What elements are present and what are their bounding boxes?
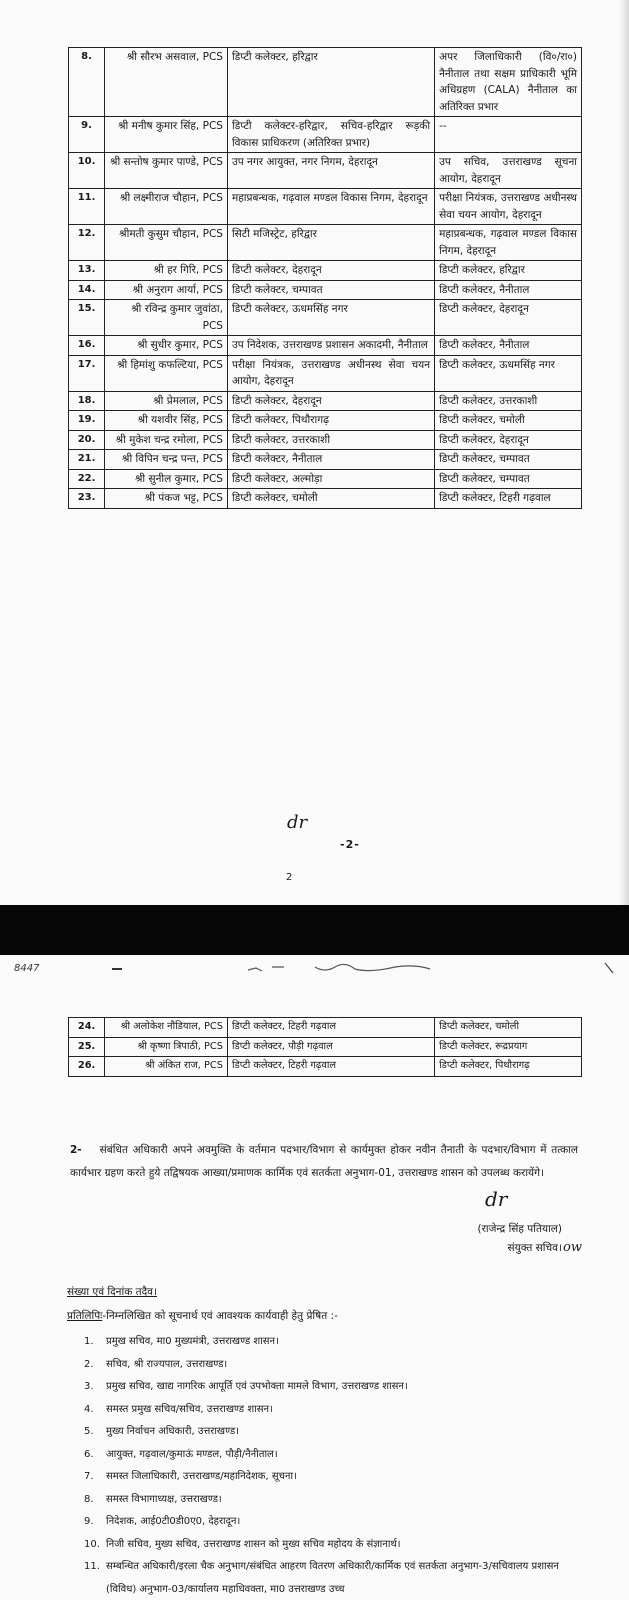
instruction-paragraph — [70, 1139, 578, 1185]
new-posting-cell: डिप्टी कलेक्टर, उत्तरकाशी — [435, 391, 582, 411]
serial-number-cell: 21. — [69, 450, 105, 470]
serial-number-cell: 18. — [69, 391, 105, 411]
officer-name-cell: श्री अंकित राज, PCS — [105, 1057, 228, 1077]
officer-name-cell: श्री विपिन चन्द्र पन्त, PCS — [105, 450, 228, 470]
new-posting-cell: डिप्टी कलेक्टर, चमोली — [435, 1018, 582, 1038]
current-posting-cell: उप निदेशक, उत्तराखण्ड प्रशासन अकादमी, नैनीताल — [227, 336, 434, 356]
current-posting-cell: महाप्रबन्धक, गढ़वाल मण्डल विकास निगम, देहरादून — [227, 189, 434, 225]
table-row — [69, 1037, 582, 1057]
copy-to-text: -निम्नलिखित को सूचनार्थ एवं आवश्यक कार्यवाही हेतु प्रेषित :- — [102, 1310, 338, 1322]
list-item — [84, 1331, 582, 1354]
current-posting-cell: डिप्टी कलेक्टर, टिहरी गढ़वाल — [227, 1057, 434, 1077]
current-posting-cell: डिप्टी कलेक्टर, पौड़ी गढ़वाल — [227, 1037, 434, 1057]
serial-number-cell: 24. — [69, 1018, 105, 1038]
new-posting-cell: डिप्टी कलेक्टर, रूद्रप्रयाग — [435, 1037, 582, 1057]
list-item — [84, 1466, 582, 1489]
table-row — [69, 355, 582, 391]
current-posting-cell: डिप्टी कलेक्टर, हरिद्वार — [227, 48, 434, 117]
officer-name-cell: श्री सन्तोष कुमार पाण्डे, PCS — [105, 153, 228, 189]
list-item — [84, 1534, 582, 1557]
table-row — [69, 117, 582, 153]
new-posting-cell: महाप्रबन्धक, गढ़वाल मण्डल विकास निगम, देहरादून — [435, 225, 582, 261]
document-page-2 — [0, 955, 629, 1600]
reference-line: संख्या एवं दिनांक तदैव। — [67, 1286, 157, 1298]
table-row — [69, 153, 582, 189]
list-item — [84, 1444, 582, 1467]
current-posting-cell: डिप्टी कलेक्टर, चम्पावत — [227, 280, 434, 300]
new-posting-cell: डिप्टी कलेक्टर, हरिद्वार — [435, 261, 582, 281]
table-row — [69, 450, 582, 470]
officer-name-cell: श्री मुकेश चन्द्र रमोला, PCS — [105, 430, 228, 450]
new-posting-cell: उप सचिव, उत्तराखण्ड सूचना आयोग, देहरादून — [435, 153, 582, 189]
serial-number-cell: 16. — [69, 336, 105, 356]
serial-number-cell: 11. — [69, 189, 105, 225]
page-number: 2 — [286, 872, 293, 883]
new-posting-cell: डिप्टी कलेक्टर, टिहरी गढ़वाल — [435, 489, 582, 509]
table-row — [69, 489, 582, 509]
transfer-table-page-1 — [68, 47, 582, 509]
officer-name-cell: श्री पंकज भट्ट, PCS — [105, 489, 228, 509]
table-row — [69, 391, 582, 411]
serial-number-cell: 8. — [69, 48, 105, 117]
new-posting-cell: -- — [435, 117, 582, 153]
serial-number-cell: 14. — [69, 280, 105, 300]
list-item-number: 5. — [84, 1426, 94, 1437]
new-posting-cell: डिप्टी कलेक्टर, नैनीताल — [435, 280, 582, 300]
current-posting-cell: डिप्टी कलेक्टर, देहरादून — [227, 261, 434, 281]
officer-name-cell: श्री लक्ष्मीराज चौहान, PCS — [105, 189, 228, 225]
serial-number-cell: 20. — [69, 430, 105, 450]
signatory-block — [432, 1220, 562, 1258]
list-item-number: 11. — [84, 1561, 100, 1572]
list-item — [84, 1511, 582, 1534]
list-item-text: समस्त प्रमुख सचिव/सचिव, उत्तराखण्ड शासन। — [106, 1403, 273, 1415]
signatory-initial: ow — [563, 1240, 582, 1255]
handwritten-number: 8447 — [14, 963, 40, 974]
table-row — [69, 300, 582, 336]
current-posting-cell: डिप्टी कलेक्टर, पिथौरागढ़ — [227, 411, 434, 431]
officer-name-cell: श्रीमती कुसुम चौहान, PCS — [105, 225, 228, 261]
list-item-number: 9. — [84, 1516, 94, 1527]
officer-name-cell: श्री यशवीर सिंह, PCS — [105, 411, 228, 431]
new-posting-cell: परीक्षा नियंत्रक, उत्तराखण्ड अधीनस्थ सेवा चयन आयोग, देहरादून — [435, 189, 582, 225]
officer-name-cell: श्री मनीष कुमार सिंह, PCS — [105, 117, 228, 153]
table-row — [69, 189, 582, 225]
serial-number-cell: 22. — [69, 469, 105, 489]
officer-name-cell: श्री सुनील कुमार, PCS — [105, 469, 228, 489]
serial-number-cell: 13. — [69, 261, 105, 281]
list-item-text: सचिव, श्री राज्यपाल, उत्तराखण्ड। — [106, 1358, 228, 1370]
new-posting-cell: अपर जिलाधिकारी (वि०/रा०) नैनीताल तथा सक्षम प्राधिकारी भूमि अधिग्रहण (CALA) नैनीताल का अतिरिक्त प्रभार — [435, 48, 582, 117]
table-row — [69, 280, 582, 300]
paragraph-number: 2- — [70, 1144, 82, 1156]
list-item — [84, 1354, 582, 1377]
officer-name-cell: श्री अनुराग आर्या, PCS — [105, 280, 228, 300]
current-posting-cell: डिप्टी कलेक्टर-हरिद्वार, सचिव-हरिद्वार रूड़की विकास प्राधिकरण (अतिरिक्त प्रभार) — [227, 117, 434, 153]
list-item — [84, 1376, 582, 1399]
list-item — [84, 1421, 582, 1444]
copy-recipient-list — [84, 1331, 582, 1600]
table-row — [69, 1057, 582, 1077]
new-posting-cell: डिप्टी कलेक्टर, ऊधमसिंह नगर — [435, 355, 582, 391]
table-row — [69, 48, 582, 117]
serial-number-cell: 15. — [69, 300, 105, 336]
list-item-text: आयुक्त, गढ़वाल/कुमाऊं मण्डल, पौड़ी/नैनीताल। — [106, 1448, 278, 1460]
table-row — [69, 225, 582, 261]
serial-number-cell: 17. — [69, 355, 105, 391]
page-marker: -2- — [340, 838, 360, 851]
serial-number-cell: 26. — [69, 1057, 105, 1077]
officer-name-cell: श्री रविन्द्र कुमार जुवांठा, PCS — [105, 300, 228, 336]
copy-to-label: प्रतिलिपिः — [67, 1310, 103, 1322]
header-scribble-marks — [100, 961, 620, 977]
current-posting-cell: परीक्षा नियंत्रक, उत्तराखण्ड अधीनस्थ सेवा चयन आयोग, देहरादून — [227, 355, 434, 391]
list-item-number: 2. — [84, 1358, 94, 1370]
serial-number-cell: 23. — [69, 489, 105, 509]
table-row — [69, 336, 582, 356]
copy-to-heading — [67, 1309, 338, 1323]
list-item-number: 7. — [84, 1471, 94, 1482]
paragraph-text: संबंधित अधिकारी अपने अवमुक्ति के वर्तमान पदभार/विभाग से कार्यमुक्त होकर नवीन तैनाती के पदभार/विभाग में तत्काल कार्यभार ग्रहण करते हुये तद्विषयक आख्या/प्रमाणक कार्मिक एवं सतर्कता अनुभाग-01, उत्तराखण्ड शासन को उपलब्ध करायेंगे। — [70, 1144, 578, 1179]
current-posting-cell: डिप्टी कलेक्टर, ऊधमसिंह नगर — [227, 300, 434, 336]
list-item-number: 8. — [84, 1493, 94, 1505]
transfer-table-page-2 — [68, 1017, 582, 1077]
current-posting-cell: डिप्टी कलेक्टर, उत्तरकाशी — [227, 430, 434, 450]
current-posting-cell: डिप्टी कलेक्टर, देहरादून — [227, 391, 434, 411]
list-item-text: निजी सचिव, मुख्य सचिव, उत्तराखण्ड शासन को मुख्य सचिव महोदय के संज्ञानार्थ। — [106, 1538, 401, 1550]
officer-name-cell: श्री अलोकेश नौडियाल, PCS — [105, 1018, 228, 1038]
serial-number-cell: 25. — [69, 1037, 105, 1057]
initial-signature: dr — [287, 812, 308, 833]
current-posting-cell: सिटी मजिस्ट्रेट, हरिद्वार — [227, 225, 434, 261]
list-item-text: मुख्य निर्वाचन अधिकारी, उत्तराखण्ड। — [106, 1426, 240, 1437]
signature-mark: dr — [485, 1187, 508, 1211]
current-posting-cell: डिप्टी कलेक्टर, टिहरी गढ़वाल — [227, 1018, 434, 1038]
new-posting-cell: डिप्टी कलेक्टर, देहरादून — [435, 430, 582, 450]
list-item-number: 6. — [84, 1448, 94, 1460]
officer-name-cell: श्री हिमांशु कफल्टिया, PCS — [105, 355, 228, 391]
current-posting-cell: डिप्टी कलेक्टर, चमोली — [227, 489, 434, 509]
current-posting-cell: डिप्टी कलेक्टर, अल्मोड़ा — [227, 469, 434, 489]
officer-name-cell: श्री कृष्णा त्रिपाठी, PCS — [105, 1037, 228, 1057]
current-posting-cell: डिप्टी कलेक्टर, नैनीताल — [227, 450, 434, 470]
signatory-title: संयुक्त सचिव। — [507, 1242, 562, 1254]
list-item-number: 3. — [84, 1381, 94, 1392]
table-row — [69, 469, 582, 489]
officer-name-cell: श्री हर गिरि, PCS — [105, 261, 228, 281]
new-posting-cell: डिप्टी कलेक्टर, नैनीताल — [435, 336, 582, 356]
list-item-number: 10. — [84, 1538, 100, 1550]
new-posting-cell: डिप्टी कलेक्टर, पिथौरागढ़ — [435, 1057, 582, 1077]
list-item-text: समस्त जिलाधिकारी, उत्तराखण्ड/महानिदेशक, सूचना। — [106, 1471, 297, 1482]
new-posting-cell: डिप्टी कलेक्टर, चम्पावत — [435, 450, 582, 470]
list-item — [84, 1399, 582, 1422]
list-item-text: प्रमुख सचिव, मा0 मुख्यमंत्री, उत्तराखण्ड शासन। — [106, 1336, 279, 1347]
serial-number-cell: 12. — [69, 225, 105, 261]
serial-number-cell: 19. — [69, 411, 105, 431]
table-row — [69, 411, 582, 431]
serial-number-cell: 9. — [69, 117, 105, 153]
page-gap — [0, 905, 629, 955]
list-item-text: निदेशक, आई0टी0डी0ए0, देहरादून। — [106, 1516, 241, 1527]
list-item — [84, 1489, 582, 1512]
new-posting-cell: डिप्टी कलेक्टर, चम्पावत — [435, 469, 582, 489]
signatory-name: (राजेन्द्र सिंह पतियाल) — [477, 1223, 562, 1235]
list-item-text: समस्त विभागाध्यक्ष, उत्तराखण्ड। — [106, 1493, 222, 1505]
table-row — [69, 1018, 582, 1038]
table-row — [69, 261, 582, 281]
officer-name-cell: श्री सौरभ असवाल, PCS — [105, 48, 228, 117]
page-edge-shadow — [619, 0, 629, 905]
new-posting-cell: डिप्टी कलेक्टर, चमोली — [435, 411, 582, 431]
new-posting-cell: डिप्टी कलेक्टर, देहरादून — [435, 300, 582, 336]
officer-name-cell: श्री सुधीर कुमार, PCS — [105, 336, 228, 356]
list-item — [84, 1556, 582, 1600]
officer-name-cell: श्री प्रेमलाल, PCS — [105, 391, 228, 411]
table-row — [69, 430, 582, 450]
serial-number-cell: 10. — [69, 153, 105, 189]
list-item-number: 4. — [84, 1403, 94, 1415]
list-item-text: सम्बन्धित अधिकारी/इरला चैक अनुभाग/संबंधित आहरण वितरण अधिकारी/कार्मिक एवं सतर्कता अनुभाग-3/सचिवालय प्रशासन (विविध) अनुभाग-03/कार्यालय महाधिवक्ता, मा0 उत्तराखण्ड उच्च — [106, 1561, 559, 1595]
list-item-number: 1. — [84, 1336, 94, 1347]
list-item-text: प्रमुख सचिव, खाद्य नागरिक आपूर्ति एवं उपभोक्ता मामले विभाग, उत्तराखण्ड शासन। — [106, 1381, 408, 1392]
current-posting-cell: उप नगर आयुक्त, नगर निगम, देहरादून — [227, 153, 434, 189]
